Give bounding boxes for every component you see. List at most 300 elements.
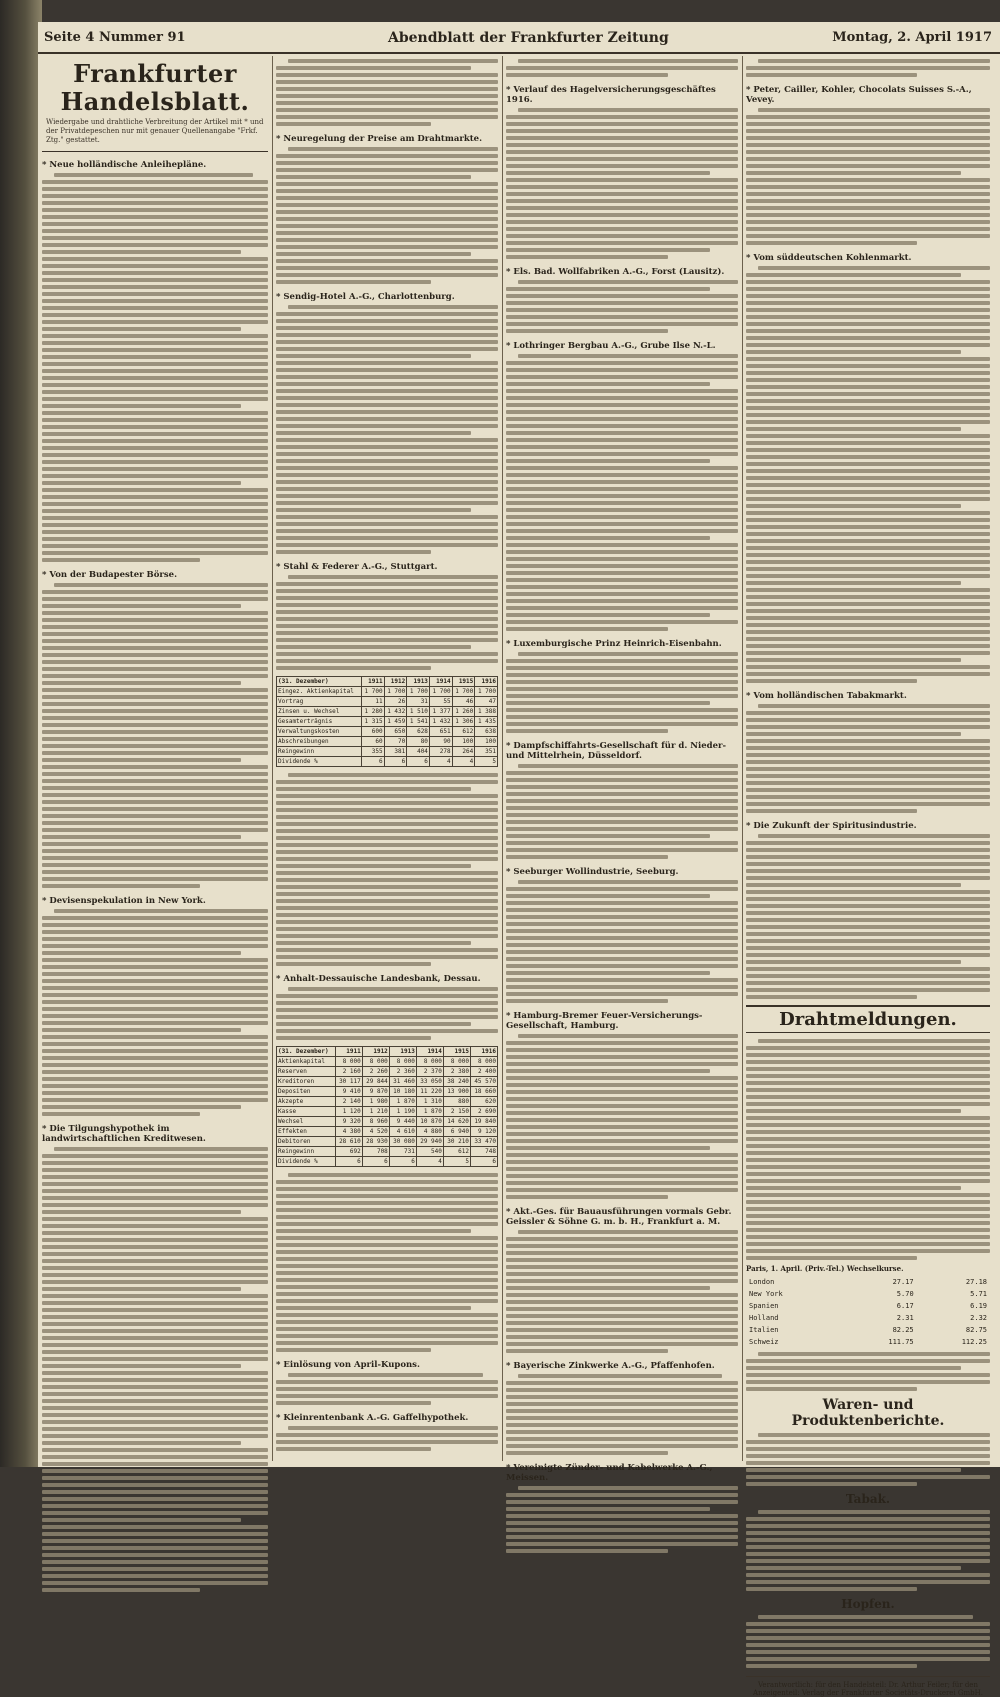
- text-line: [506, 1153, 738, 1157]
- article-body: [506, 880, 738, 1003]
- text-line: [506, 1395, 738, 1399]
- text-line: [746, 841, 990, 845]
- text-line: [276, 273, 498, 277]
- exchange-cell: 6.17: [896, 1302, 914, 1310]
- text-line: [276, 189, 498, 193]
- text-line: [506, 143, 738, 147]
- text-line: [746, 1158, 990, 1162]
- text-line: [506, 1514, 738, 1518]
- table-cell: 8 000: [443, 1057, 470, 1067]
- text-line: [42, 611, 268, 615]
- text-line: [506, 680, 738, 684]
- table-cell: 651: [429, 727, 452, 737]
- text-line: [746, 150, 990, 154]
- text-line: [746, 939, 990, 943]
- table-cell: 33 470: [470, 1137, 497, 1147]
- text-line: [506, 368, 738, 372]
- newspaper-page: [38, 22, 1000, 1697]
- table-cell: 6: [361, 757, 384, 767]
- table-cell: 47: [475, 697, 498, 707]
- text-line: [42, 1084, 268, 1088]
- text-line: [42, 1196, 268, 1200]
- text-line: [506, 1160, 738, 1164]
- table-row: [277, 747, 498, 757]
- text-line: [746, 129, 990, 133]
- text-line: [746, 171, 961, 175]
- table-header-cell: 1915: [452, 677, 475, 687]
- text-line: [42, 1154, 268, 1158]
- text-line: [42, 814, 268, 818]
- text-line: [506, 1104, 738, 1108]
- table-cell: 90: [429, 737, 452, 747]
- text-line: [746, 788, 990, 792]
- text-line: [276, 1348, 431, 1352]
- text-line: [746, 960, 961, 964]
- text-line: [276, 1440, 498, 1444]
- exchange-row: [748, 1301, 988, 1311]
- text-line: [42, 1497, 268, 1501]
- text-line: [42, 863, 268, 867]
- text-line: [746, 1130, 990, 1134]
- text-line: [506, 792, 738, 796]
- table-cell: 80: [407, 737, 430, 747]
- text-line: [506, 255, 668, 259]
- text-line: [42, 951, 241, 955]
- table-cell: 46: [452, 697, 475, 707]
- exchange-cell: 82.25: [892, 1326, 914, 1334]
- text-line: [506, 1437, 738, 1441]
- text-line: [276, 522, 498, 526]
- text-line: [276, 1278, 498, 1282]
- text-line: [42, 751, 268, 755]
- text-line: [746, 301, 990, 305]
- text-line: [42, 467, 268, 471]
- text-line: [746, 753, 990, 757]
- text-line: [42, 1056, 268, 1060]
- table-row: [277, 1147, 498, 1157]
- text-line: [276, 1327, 498, 1331]
- text-line: [42, 730, 268, 734]
- text-line: [746, 774, 990, 778]
- text-line: [276, 1236, 498, 1240]
- text-line: [746, 213, 990, 217]
- text-line: [746, 178, 990, 182]
- text-line: [42, 674, 268, 678]
- table-cell: Dividende %: [277, 757, 362, 767]
- exchange-cell: New York: [749, 1290, 783, 1298]
- table-cell: 748: [470, 1147, 497, 1157]
- text-line: [276, 1022, 471, 1026]
- text-line: [276, 934, 498, 938]
- text-line: [746, 1545, 990, 1549]
- text-line: [506, 438, 738, 442]
- text-line: [746, 364, 990, 368]
- article-heading: * Hamburg-Bremer Feuer-Versicherungs-Gesellschaft, Hamburg.: [506, 1011, 703, 1031]
- text-line: [276, 1008, 498, 1012]
- exchange-cell: 112.25: [961, 1338, 987, 1346]
- text-line: [276, 1401, 431, 1405]
- text-line: [506, 1328, 738, 1332]
- text-line: [506, 606, 738, 610]
- text-line: [42, 856, 268, 860]
- text-line: [746, 802, 990, 806]
- text-line: [42, 327, 241, 331]
- text-line: [746, 143, 990, 147]
- text-line: [276, 396, 498, 400]
- text-line: [506, 929, 738, 933]
- text-line: [506, 417, 738, 421]
- text-line: [42, 1210, 241, 1214]
- text-line: [276, 375, 498, 379]
- text-line: [746, 315, 990, 319]
- table-cell: 9 410: [335, 1087, 362, 1097]
- text-line: [506, 1507, 710, 1511]
- text-line: [518, 652, 738, 656]
- text-line: [746, 1179, 990, 1183]
- text-line: [42, 1077, 268, 1081]
- text-line: [746, 897, 990, 901]
- text-line: [506, 1118, 738, 1122]
- text-line: [42, 1105, 241, 1109]
- table-row: [277, 737, 498, 747]
- text-line: [746, 1165, 990, 1169]
- text-line: [42, 215, 268, 219]
- table-header-cell: (31. Dezember): [277, 1047, 336, 1057]
- article-body: [42, 583, 268, 888]
- table-cell: Wechsel: [277, 1117, 336, 1127]
- text-line: [506, 1349, 668, 1353]
- text-line: [746, 378, 990, 382]
- text-line: [746, 1629, 990, 1633]
- table-cell: Vortrag: [277, 697, 362, 707]
- text-line: [42, 502, 268, 506]
- text-line: [42, 1532, 268, 1536]
- text-line: [746, 1643, 990, 1647]
- text-line: [42, 979, 268, 983]
- text-line: [746, 967, 990, 971]
- text-line: [42, 695, 268, 699]
- text-line: [746, 1650, 990, 1654]
- exchange-cell: 5.71: [970, 1290, 987, 1298]
- text-line: [506, 424, 738, 428]
- table-header-cell: 1914: [429, 677, 452, 687]
- exchange-cell: Schweiz: [749, 1338, 779, 1346]
- column-1: [42, 56, 268, 1461]
- text-line: [746, 553, 990, 557]
- table-cell: 1 435: [475, 717, 498, 727]
- text-line: [276, 1250, 498, 1254]
- text-line: [276, 617, 498, 621]
- text-line: [42, 835, 241, 839]
- text-line: [746, 925, 990, 929]
- text-line: [276, 780, 498, 784]
- text-line: [506, 564, 738, 568]
- table-cell: 628: [407, 727, 430, 737]
- text-line: [42, 1252, 268, 1256]
- text-line: [746, 483, 990, 487]
- text-line: [276, 927, 498, 931]
- text-line: [42, 1112, 200, 1116]
- text-line: [506, 287, 710, 291]
- text-line: [42, 958, 268, 962]
- text-line: [42, 432, 268, 436]
- text-line: [276, 815, 498, 819]
- text-line: [746, 1482, 917, 1486]
- text-line: [42, 369, 268, 373]
- text-line: [746, 718, 990, 722]
- text-line: [276, 1387, 498, 1391]
- table-row: [277, 1157, 498, 1167]
- exchange-cell: 111.75: [888, 1338, 914, 1346]
- text-line: [276, 494, 498, 498]
- text-line: [276, 203, 498, 207]
- text-line: [746, 746, 990, 750]
- text-line: [42, 884, 200, 888]
- text-line: [746, 855, 990, 859]
- text-line: [506, 487, 738, 491]
- text-line: [506, 778, 738, 782]
- text-line: [506, 813, 738, 817]
- text-line: [518, 59, 738, 63]
- text-line: [506, 1237, 738, 1241]
- text-line: [506, 1542, 738, 1546]
- text-line: [42, 278, 268, 282]
- text-line: [746, 1137, 990, 1141]
- text-line: [746, 1580, 990, 1584]
- text-line: [42, 383, 268, 387]
- text-line: [276, 603, 498, 607]
- text-line: [746, 1249, 990, 1253]
- text-line: [42, 1588, 200, 1592]
- text-line: [506, 659, 738, 663]
- table-cell: 11: [361, 697, 384, 707]
- text-line: [746, 890, 990, 894]
- text-line: [42, 1091, 268, 1095]
- text-line: [746, 932, 990, 936]
- text-line: [506, 1083, 738, 1087]
- text-line: [42, 1469, 268, 1473]
- text-line: [746, 725, 990, 729]
- text-line: [42, 965, 268, 969]
- text-line: [42, 709, 268, 713]
- text-line: [746, 122, 990, 126]
- text-line: [276, 340, 498, 344]
- text-line: [506, 1111, 738, 1115]
- text-line: [746, 574, 990, 578]
- text-line: [746, 616, 990, 620]
- article-body: [746, 704, 990, 813]
- section-title: Frankfurter Handelsblatt.: [60, 59, 250, 116]
- text-line: [42, 1525, 268, 1529]
- text-line: [276, 389, 498, 393]
- text-line: [42, 828, 268, 832]
- table-cell: 9 440: [389, 1117, 416, 1127]
- text-line: [746, 357, 990, 361]
- text-line: [506, 178, 738, 182]
- text-line: [276, 319, 498, 323]
- table-cell: 731: [389, 1147, 416, 1157]
- text-line: [42, 348, 268, 352]
- text-line: [42, 306, 268, 310]
- text-line: [42, 516, 268, 520]
- text-line: [746, 1552, 990, 1556]
- article-heading: * Seeburger Wollindustrie, Seeburg.: [506, 867, 679, 877]
- text-line: [746, 1559, 990, 1563]
- text-line: [276, 154, 498, 158]
- text-line: [42, 509, 268, 513]
- text-line: [276, 857, 498, 861]
- text-line: [506, 1402, 738, 1406]
- text-line: [42, 376, 268, 380]
- table-row: [277, 697, 498, 707]
- text-line: [276, 175, 471, 179]
- text-line: [42, 1245, 268, 1249]
- text-line: [518, 280, 738, 284]
- text-line: [276, 1306, 471, 1310]
- text-line: [746, 1046, 990, 1050]
- text-line: [42, 660, 268, 664]
- text-line: [276, 1180, 498, 1184]
- article-body: [276, 773, 498, 966]
- text-line: [506, 403, 738, 407]
- table-cell: Kasse: [277, 1107, 336, 1117]
- text-line: [506, 978, 738, 982]
- table-cell: Kreditoren: [277, 1077, 336, 1087]
- text-line: [42, 544, 268, 548]
- text-line: [42, 737, 268, 741]
- text-line: [276, 1029, 498, 1033]
- text-line: [506, 841, 738, 845]
- table-cell: 2 160: [335, 1067, 362, 1077]
- text-line: [746, 1366, 961, 1370]
- text-line: [42, 537, 268, 541]
- table-row: [277, 1137, 498, 1147]
- text-line: [276, 596, 498, 600]
- text-line: [506, 459, 710, 463]
- text-line: [746, 1636, 990, 1640]
- text-line: [276, 87, 498, 91]
- text-line: [746, 1242, 990, 1246]
- table-cell: 1 700: [429, 687, 452, 697]
- text-line: [506, 578, 738, 582]
- text-line: [276, 1334, 498, 1338]
- text-line: [288, 1426, 498, 1430]
- text-line: [276, 920, 498, 924]
- text-line: [506, 494, 738, 498]
- article-body: [746, 1352, 990, 1391]
- text-line: [746, 66, 990, 70]
- text-line: [506, 445, 738, 449]
- table-cell: 355: [361, 747, 384, 757]
- article-body: [506, 108, 738, 259]
- text-line: [506, 834, 710, 838]
- text-line: [746, 1067, 990, 1071]
- table-cell: 70: [384, 737, 407, 747]
- exchange-cell: 2.31: [896, 1314, 914, 1322]
- text-line: [506, 1062, 738, 1066]
- text-line: [758, 1039, 990, 1043]
- text-line: [746, 1387, 917, 1391]
- text-line: [42, 1427, 268, 1431]
- article-heading: * Dampfschiffahrts-Gesellschaft für d. Nieder- und Mittelrhein, Düsseldorf.: [506, 741, 727, 761]
- text-line: [746, 136, 990, 140]
- table-cell: 26: [384, 697, 407, 707]
- text-line: [746, 809, 917, 813]
- text-line: [42, 1364, 241, 1368]
- text-line: [746, 469, 990, 473]
- text-line: [276, 1194, 498, 1198]
- article-body: [506, 59, 738, 77]
- text-line: [506, 550, 738, 554]
- article-heading: * Els. Bad. Wollfabriken A.-G., Forst (Lausitz).: [506, 267, 725, 277]
- issue-date: Montag, 2. April 1917: [832, 30, 992, 45]
- text-line: [276, 410, 498, 414]
- text-line: [42, 446, 268, 450]
- text-line: [42, 1455, 268, 1459]
- text-line: [746, 164, 990, 168]
- text-line: [42, 425, 268, 429]
- article-body: [276, 987, 498, 1040]
- text-line: [42, 1287, 241, 1291]
- table-cell: 264: [452, 747, 475, 757]
- text-line: [506, 227, 738, 231]
- text-line: [746, 883, 961, 887]
- text-line: [42, 821, 268, 825]
- text-line: [746, 904, 990, 908]
- text-line: [42, 1336, 268, 1340]
- text-line: [746, 1531, 990, 1535]
- text-line: [42, 930, 268, 934]
- text-line: [288, 59, 498, 63]
- text-line: [42, 1000, 268, 1004]
- table-cell: Effekten: [277, 1127, 336, 1137]
- article-heading: * Devisenspekulation in New York.: [42, 896, 206, 906]
- text-line: [746, 946, 990, 950]
- table-cell: 6: [335, 1157, 362, 1167]
- text-line: [276, 487, 498, 491]
- text-line: [506, 129, 738, 133]
- exchange-cell: 27.18: [965, 1278, 987, 1286]
- text-line: [276, 424, 498, 428]
- article-body: [42, 909, 268, 1116]
- text-line: [276, 994, 498, 998]
- text-line: [276, 955, 498, 959]
- text-line: [42, 1574, 268, 1578]
- text-line: [276, 515, 498, 519]
- table-cell: 1 980: [362, 1097, 389, 1107]
- text-line: [42, 1259, 268, 1263]
- text-line: [42, 688, 268, 692]
- text-line: [746, 115, 990, 119]
- exchange-cell: Italien: [749, 1326, 779, 1334]
- text-line: [746, 455, 990, 459]
- text-line: [506, 234, 738, 238]
- text-line: [746, 595, 990, 599]
- table-cell: 38 240: [443, 1077, 470, 1087]
- text-line: [42, 1063, 268, 1067]
- text-line: [746, 760, 990, 764]
- text-line: [42, 1343, 268, 1347]
- text-line: [276, 801, 498, 805]
- text-line: [276, 115, 498, 119]
- text-line: [276, 878, 498, 882]
- text-line: [42, 1406, 268, 1410]
- text-line: [42, 460, 268, 464]
- text-line: [54, 583, 268, 587]
- exchange-cell: 82.75: [965, 1326, 987, 1334]
- text-line: [42, 488, 268, 492]
- text-line: [276, 962, 431, 966]
